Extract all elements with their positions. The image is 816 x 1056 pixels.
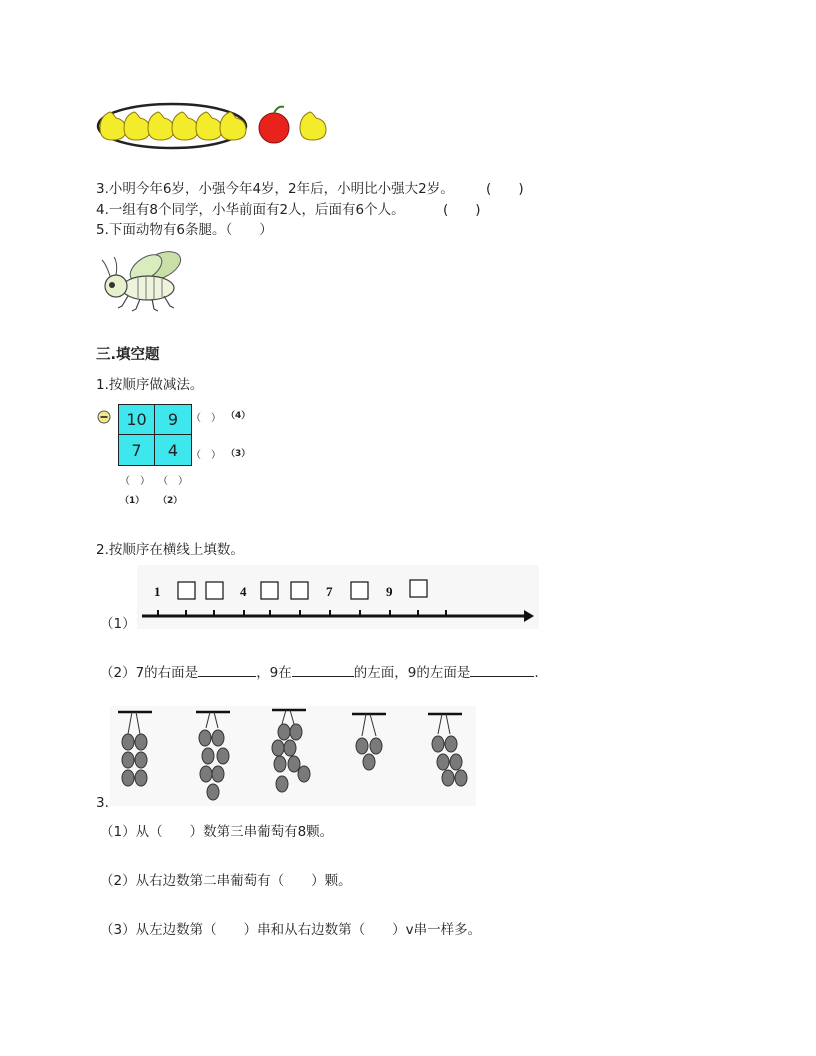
numberline-part1-label: （1）: [100, 616, 136, 632]
grid-cell-top-right: 9: [155, 405, 191, 435]
row2-order: （3）: [226, 449, 251, 459]
part2-mid1: ，9在: [256, 665, 292, 681]
numberline-label-7: 7: [326, 584, 333, 599]
question-3-text: 3.小明今年6岁，小强今年4岁，2年后，小明比小强大2岁。: [96, 181, 454, 197]
minus-circle-icon: [97, 410, 111, 424]
col2-order: （2）: [158, 496, 183, 506]
row1-order: （4）: [226, 411, 251, 421]
col2-blank[interactable]: （ ）: [158, 476, 188, 487]
numberline-box-3: [206, 582, 223, 599]
grapes-image: [110, 706, 476, 806]
part2-end: .: [534, 665, 539, 681]
numberline-box-10: [410, 580, 427, 597]
grid-cell-bottom-right: 4: [167, 440, 179, 460]
fill-q3-sub2: （2）从右边数第二串葡萄有（ ）颗。: [100, 873, 352, 889]
question-3: [96, 177, 524, 197]
part2-pre: （2）7的右面是: [100, 665, 199, 681]
fill-q3-label: 3.: [96, 795, 109, 811]
fill-q2-part2: [100, 661, 539, 681]
question-4-answer-paren[interactable]: ( ): [442, 202, 481, 218]
row2-blank[interactable]: （ ）: [191, 450, 221, 461]
numberline: [140, 572, 536, 628]
numberline-label-1: 1: [154, 584, 161, 599]
fill-q3-sub3: （3）从左边数第（ ）串和从右边数第（ ）v串一样多。: [100, 922, 482, 938]
part2-blank-3[interactable]: [470, 664, 534, 677]
question-4-text: 4.一组有8个同学，小华前面有2人，后面有6个人。: [96, 202, 405, 218]
fill-q2-prompt: 2.按顺序在横线上填数。: [96, 542, 244, 558]
grid-cell-top-left: 10: [119, 405, 155, 435]
insect-image: [98, 248, 194, 314]
numberline-box-2: [178, 582, 195, 599]
grid-cell-bottom-left: 7: [119, 435, 155, 465]
question-4: [96, 198, 481, 218]
col1-blank[interactable]: （ ）: [120, 476, 150, 487]
fill-q1-prompt: 1.按顺序做减法。: [96, 377, 204, 393]
fruit-row-image: [96, 98, 328, 152]
numberline-label-4: 4: [240, 584, 247, 599]
subtraction-grid: [118, 404, 192, 466]
numberline-box-5: [261, 582, 278, 599]
question-5: 5.下面动物有6条腿。（ ）: [96, 222, 273, 238]
question-3-answer-paren[interactable]: ( ): [486, 181, 524, 197]
numberline-box-6: [291, 582, 308, 599]
part2-mid2: 的左面，9的左面是: [353, 665, 471, 681]
numberline-label-9: 9: [386, 584, 393, 599]
col1-order: （1）: [120, 496, 145, 506]
part2-blank-1[interactable]: [198, 664, 256, 677]
fill-q3-sub1: （1）从（ ）数第三串葡萄有8颗。: [100, 824, 334, 840]
numberline-box-8: [351, 582, 368, 599]
part2-blank-2[interactable]: [292, 664, 354, 677]
section-title: 三.填空题: [96, 347, 160, 363]
row1-blank[interactable]: （ ）: [191, 413, 221, 424]
